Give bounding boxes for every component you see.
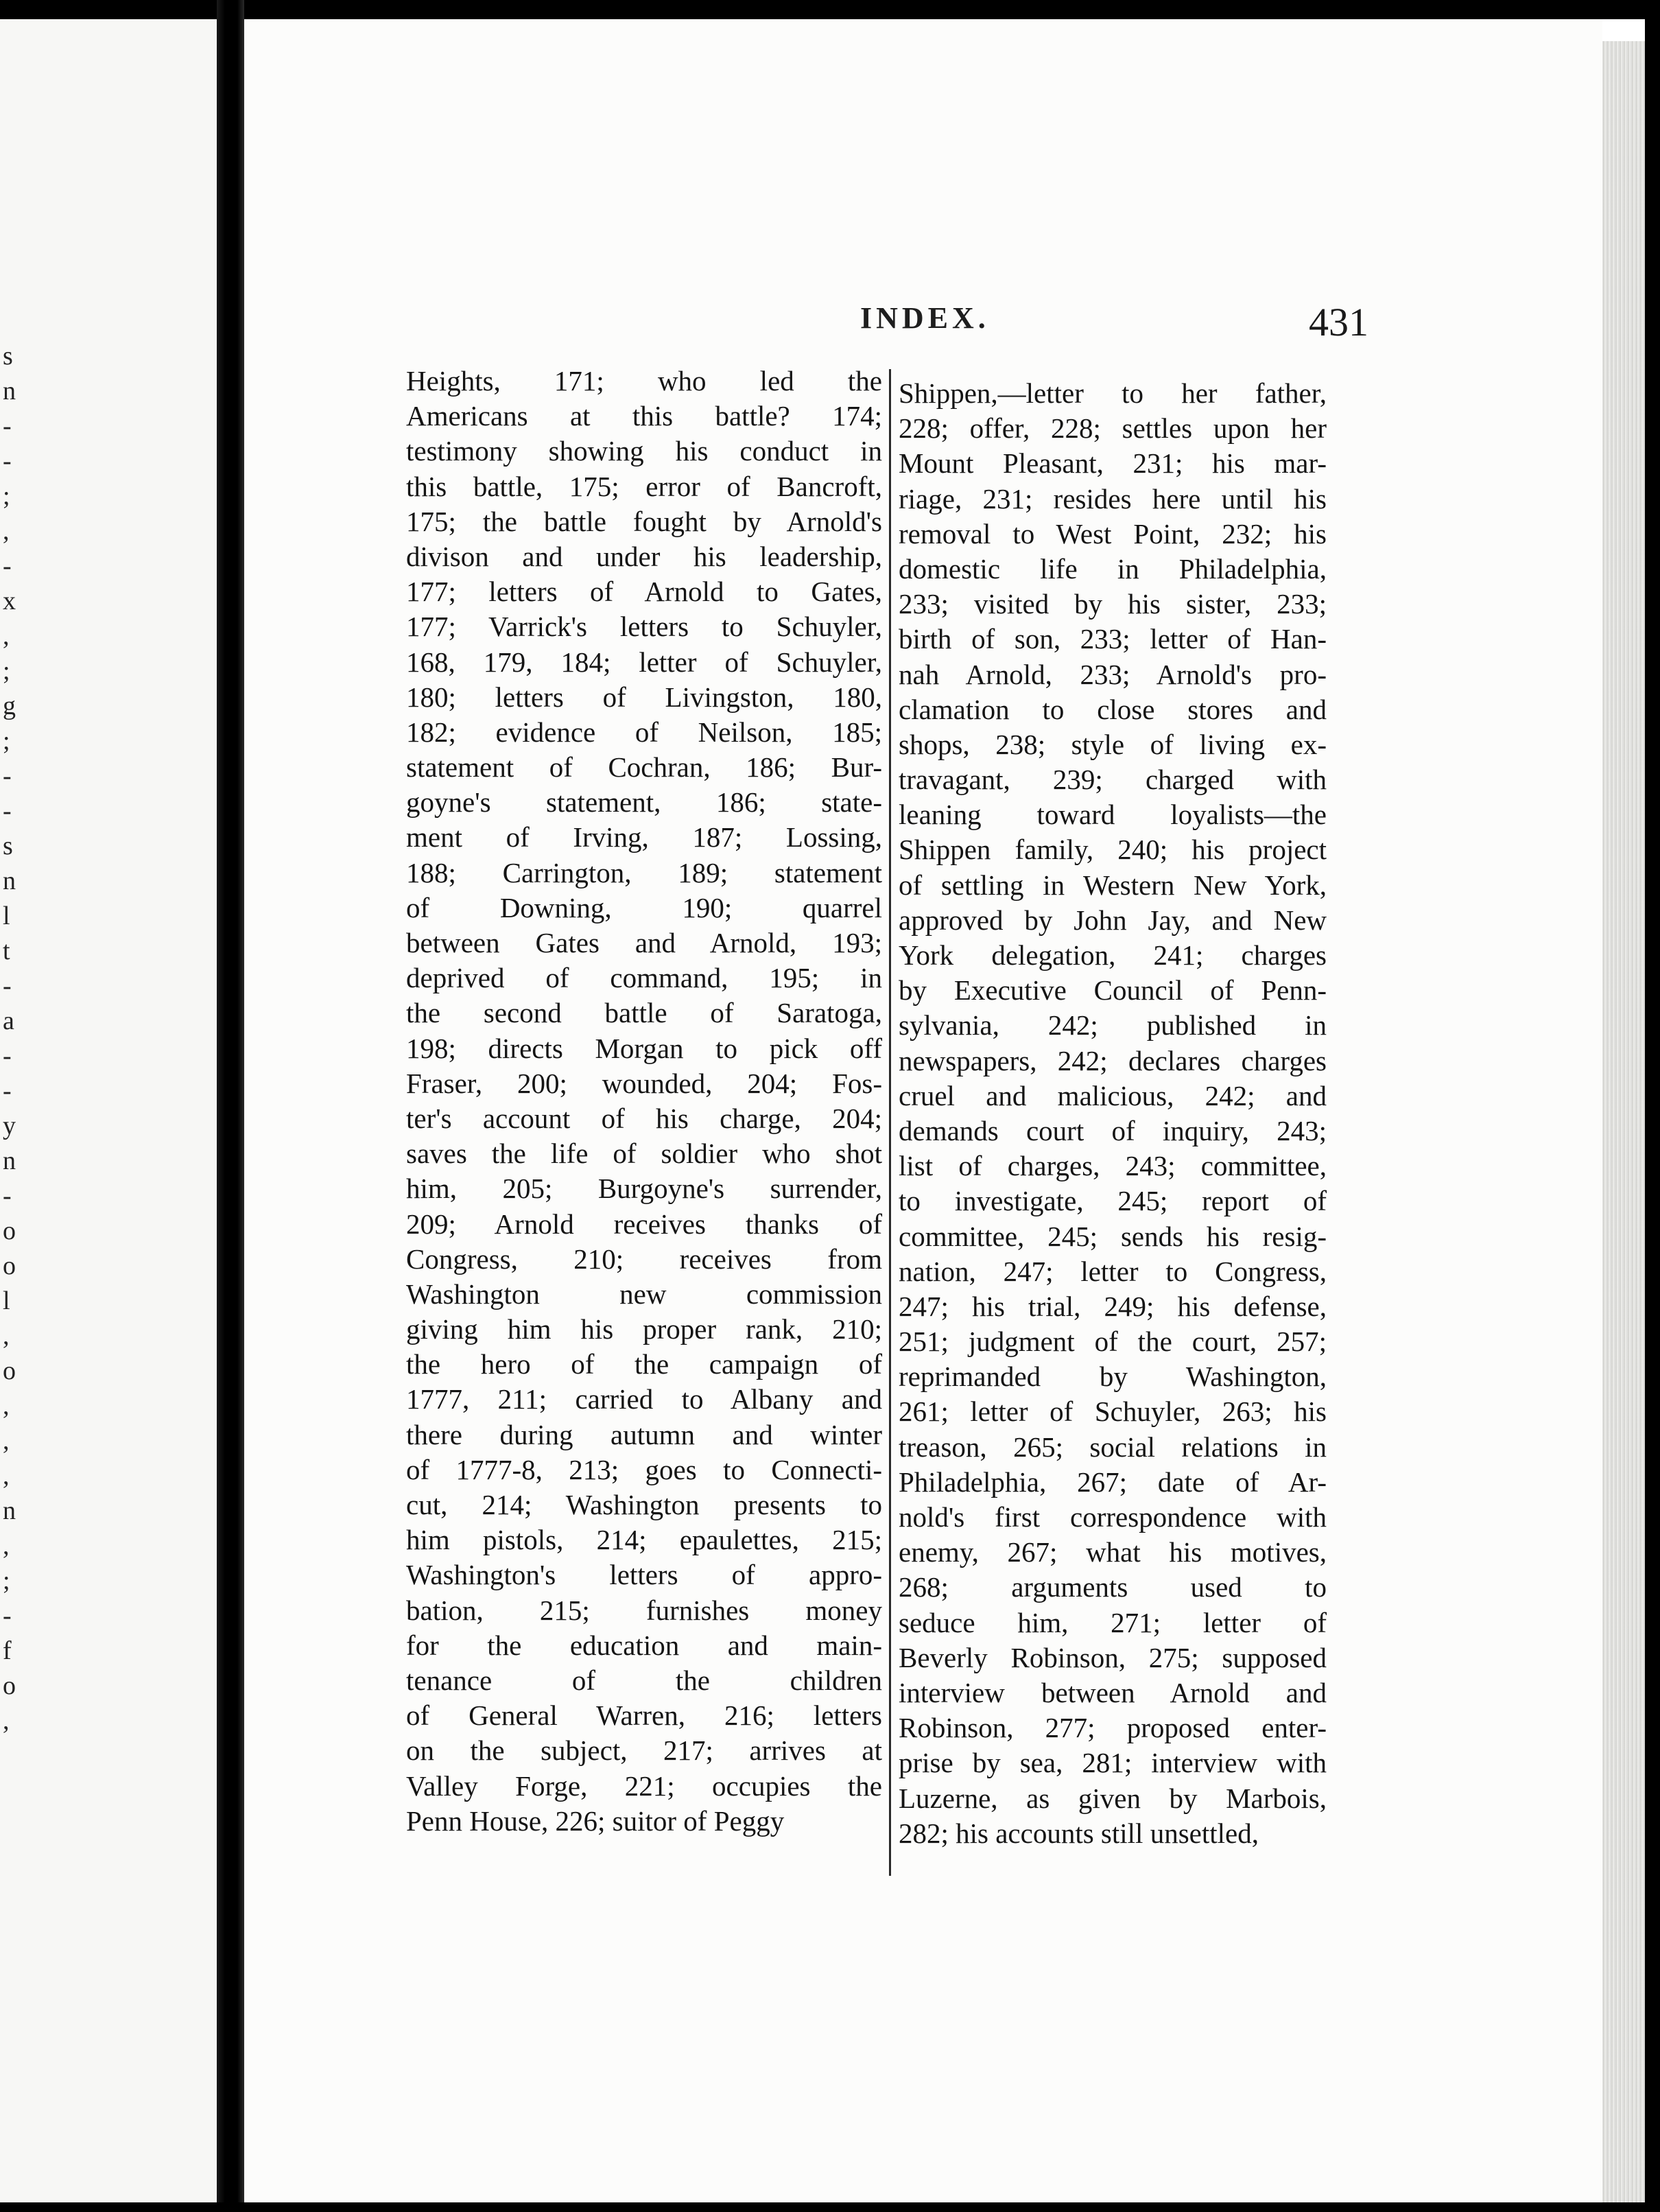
index-line: Luzerne, as given by Marbois, [899, 1782, 1327, 1814]
index-line: prise by sea, 281; interview with [899, 1747, 1327, 1779]
index-line: bation, 215; furnishes money [406, 1594, 882, 1626]
index-line: list of charges, 243; committee, [899, 1150, 1327, 1182]
margin-char: , [3, 1321, 10, 1350]
index-line: on the subject, 217; arrives at [406, 1734, 882, 1767]
margin-char: - [3, 1076, 12, 1105]
facing-page-edge [0, 19, 217, 2202]
index-line: 177; Varrick's letters to Schuyler, [406, 611, 882, 643]
index-line: 251; judgment of the court, 257; [899, 1326, 1327, 1358]
index-line: 180; letters of Livingston, 180, [406, 681, 882, 713]
margin-char: , [3, 622, 10, 650]
margin-char: o [3, 1216, 16, 1245]
index-line: 182; evidence of Neilson, 185; [406, 716, 882, 748]
page-stack-edges [1602, 41, 1645, 2202]
margin-char: n [3, 1496, 16, 1525]
margin-char: - [3, 972, 12, 1000]
margin-char: a [3, 1007, 14, 1035]
index-column-left [406, 364, 882, 1839]
index-line: Congress, 210; receives from [406, 1243, 882, 1275]
margin-char: - [3, 1181, 12, 1210]
index-line: there during autumn and winter [406, 1418, 882, 1450]
index-line: 177; letters of Arnold to Gates, [406, 576, 882, 608]
index-line: goyne's statement, 186; state- [406, 786, 882, 819]
index-line: of General Warren, 216; letters [406, 1699, 882, 1732]
index-line: by Executive Council of Penn- [899, 974, 1327, 1007]
index-line: divison and under his leadership, [406, 540, 882, 572]
index-line: approved by John Jay, and New [899, 904, 1327, 936]
margin-char: - [3, 552, 12, 580]
index-line: Fraser, 200; wounded, 204; Fos- [406, 1067, 882, 1099]
index-line: 188; Carrington, 189; statement [406, 856, 882, 889]
margin-char: l [3, 902, 10, 930]
index-line: sylvania, 242; published in [899, 1009, 1327, 1042]
index-line: 209; Arnold receives thanks of [406, 1208, 882, 1240]
index-line: this battle, 175; error of Bancroft, [406, 470, 882, 502]
index-line: domestic life in Philadelphia, [899, 552, 1327, 585]
margin-char: , [3, 1531, 10, 1560]
scan-border-top [0, 0, 1660, 19]
index-line: clamation to close stores and [899, 693, 1327, 725]
index-line: Shippen family, 240; his project [899, 834, 1327, 866]
index-line: tenance of the children [406, 1664, 882, 1696]
index-line: cut, 214; Washington presents to [406, 1489, 882, 1520]
index-line: testimony showing his conduct in [406, 435, 882, 467]
index-line: to investigate, 245; report of [899, 1185, 1327, 1217]
index-line: Washington new commission [406, 1278, 882, 1310]
index-line: Shippen,—letter to her father, [899, 377, 1327, 409]
margin-char: - [3, 1042, 12, 1070]
index-line: seduce him, 271; letter of [899, 1606, 1327, 1638]
index-line: the hero of the campaign of [406, 1348, 882, 1380]
index-line: riage, 231; resides here until his [899, 482, 1327, 515]
index-line: the second battle of Saratoga, [406, 997, 882, 1029]
margin-char: , [3, 1426, 10, 1455]
index-line: nold's first correspondence with [899, 1501, 1327, 1533]
index-line: 282; his accounts still unsettled, [899, 1817, 1259, 1849]
margin-char: ; [3, 482, 10, 510]
margin-char: , [3, 517, 10, 545]
margin-char: - [3, 447, 12, 475]
margin-char: o [3, 1356, 16, 1385]
index-line: of settling in Western New York, [899, 869, 1327, 901]
index-line: of Downing, 190; quarrel [406, 891, 882, 923]
page-number: 431 [1309, 300, 1368, 344]
index-column-right [899, 376, 1327, 1851]
index-line: 233; visited by his sister, 233; [899, 588, 1327, 620]
index-line: 168, 179, 184; letter of Schuyler, [406, 646, 882, 678]
margin-char: , [3, 1706, 10, 1735]
index-line: nation, 247; letter to Congress, [899, 1255, 1327, 1287]
index-line: 198; directs Morgan to pick off [406, 1032, 882, 1064]
index-line: cruel and malicious, 242; and [899, 1079, 1327, 1111]
index-line: him pistols, 214; epaulettes, 215; [406, 1524, 882, 1556]
index-line: leaning toward loyalists—the [899, 799, 1327, 831]
index-line: travagant, 239; charged with [899, 764, 1327, 796]
index-line: 1777, 211; carried to Albany and [406, 1383, 882, 1415]
index-line: of 1777-8, 213; goes to Connecti- [406, 1453, 882, 1485]
index-line: ter's account of his charge, 204; [406, 1102, 882, 1134]
margin-char: y [3, 1111, 16, 1140]
index-line: 175; the battle fought by Arnold's [406, 505, 882, 537]
index-line: demands court of inquiry, 243; [899, 1114, 1327, 1146]
index-line: Valley Forge, 221; occupies the [406, 1769, 882, 1802]
index-line: ment of Irving, 187; Lossing, [406, 821, 882, 854]
index-line: interview between Arnold and [899, 1676, 1327, 1708]
index-line: birth of son, 233; letter of Han- [899, 623, 1327, 655]
index-line: for the education and main- [406, 1629, 882, 1661]
margin-char: , [3, 1391, 10, 1420]
index-line: Americans at this battle? 174; [406, 400, 882, 432]
margin-char: ; [3, 1566, 10, 1595]
scan-border-bottom [0, 2202, 1660, 2212]
margin-char: - [3, 412, 12, 440]
index-line: statement of Cochran, 186; Bur- [406, 751, 882, 784]
margin-char: o [3, 1251, 16, 1280]
margin-char: x [3, 587, 16, 615]
index-line: saves the life of soldier who shot [406, 1138, 882, 1170]
index-line: deprived of command, 195; in [406, 962, 882, 994]
index-line: reprimanded by Washington, [899, 1361, 1327, 1393]
index-line: York delegation, 241; charges [899, 939, 1327, 971]
index-line: Beverly Robinson, 275; supposed [899, 1641, 1327, 1673]
column-divider [889, 369, 891, 1876]
margin-char: n [3, 377, 16, 405]
index-line: between Gates and Arnold, 193; [406, 927, 882, 958]
index-line: Robinson, 277; proposed enter- [899, 1712, 1327, 1744]
margin-char: - [3, 762, 12, 790]
margin-char: l [3, 1286, 10, 1315]
margin-char: f [3, 1636, 12, 1665]
index-line: enemy, 267; what his motives, [899, 1536, 1327, 1568]
index-line: shops, 238; style of living ex- [899, 728, 1327, 760]
index-line: him, 205; Burgoyne's surrender, [406, 1173, 882, 1205]
margin-char: , [3, 1461, 10, 1490]
index-line: Mount Pleasant, 231; his mar- [899, 447, 1327, 480]
index-line: giving him his proper rank, 210; [406, 1313, 882, 1345]
index-line: 261; letter of Schuyler, 263; his [899, 1396, 1327, 1428]
index-line: Heights, 171; who led the [406, 365, 882, 397]
index-line: Penn House, 226; suitor of Peggy [406, 1804, 785, 1837]
running-head: INDEX. [860, 301, 990, 335]
margin-char: g [3, 692, 16, 720]
index-line: Washington's letters of appro- [406, 1559, 882, 1591]
index-line: 228; offer, 228; settles upon her [899, 412, 1327, 445]
index-line: Philadelphia, 267; date of Ar- [899, 1466, 1327, 1498]
margin-char: n [3, 867, 16, 895]
index-line: committee, 245; sends his resig- [899, 1220, 1327, 1252]
index-line: newspapers, 242; declares charges [899, 1044, 1327, 1076]
margin-char: ; [3, 727, 10, 755]
margin-char: n [3, 1146, 16, 1175]
book-gutter [217, 0, 244, 2212]
scan-border-right [1645, 0, 1660, 2212]
margin-char: s [3, 832, 13, 860]
margin-char: t [3, 937, 10, 965]
index-line: nah Arnold, 233; Arnold's pro- [899, 658, 1327, 690]
margin-char: - [3, 1601, 12, 1630]
margin-char: - [3, 797, 12, 825]
index-line: removal to West Point, 232; his [899, 517, 1327, 550]
index-line: 268; arguments used to [899, 1571, 1327, 1603]
margin-char: s [3, 342, 13, 370]
index-line: 247; his trial, 249; his defense, [899, 1290, 1327, 1322]
index-line: treason, 265; social relations in [899, 1431, 1327, 1463]
margin-char: ; [3, 657, 10, 685]
margin-char: o [3, 1671, 16, 1700]
